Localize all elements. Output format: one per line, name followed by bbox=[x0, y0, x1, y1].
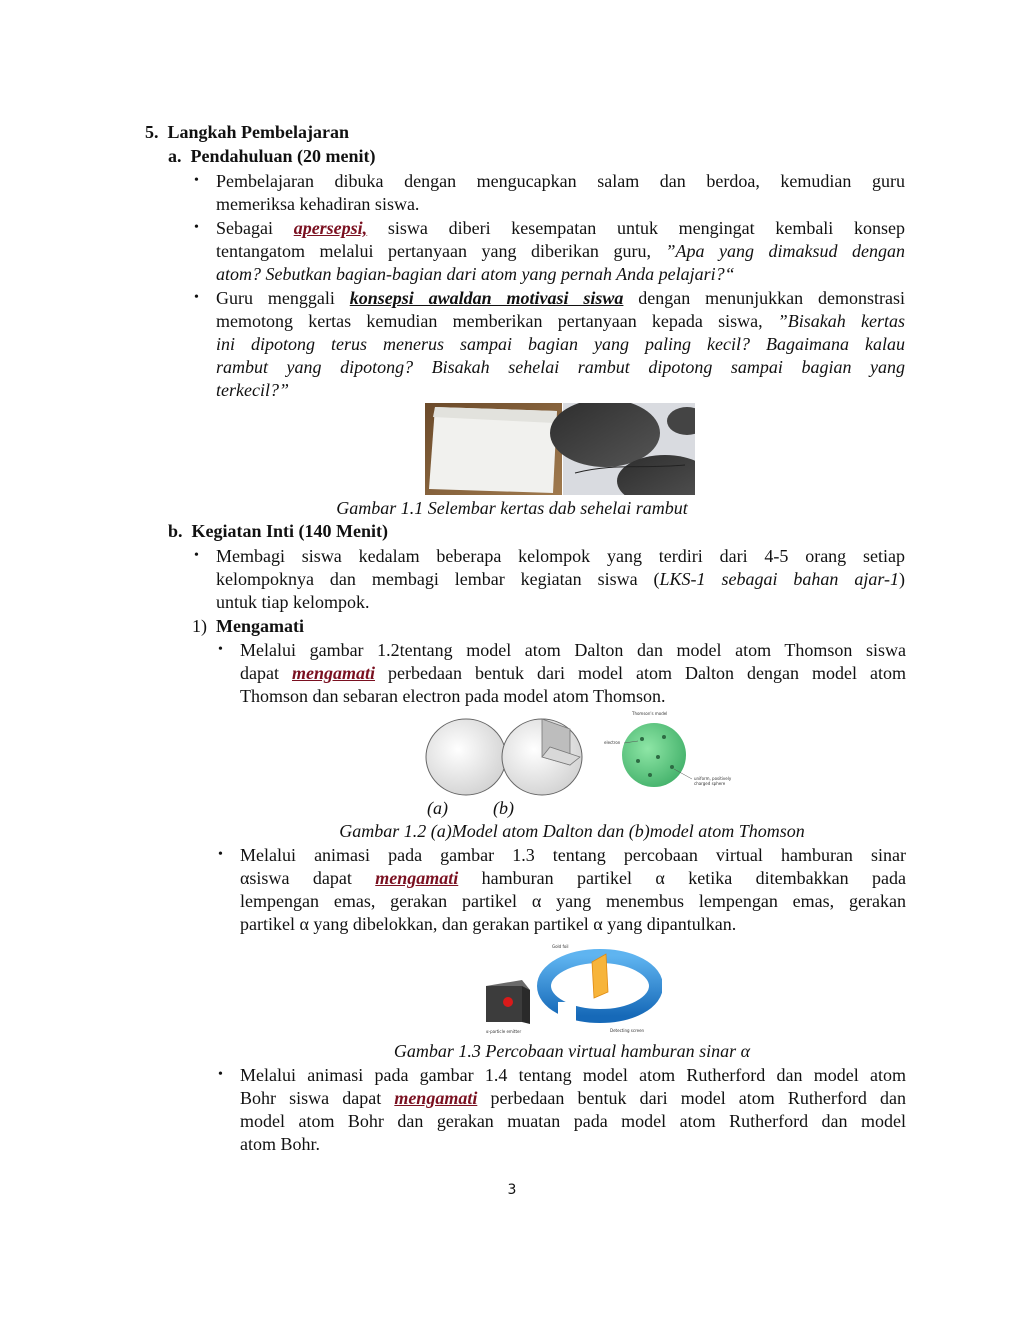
text-line bbox=[216, 310, 905, 332]
part-b-label: b. bbox=[168, 521, 183, 541]
text-line: atom Bohr. bbox=[240, 1134, 320, 1154]
text-line: Pembelajaran dibuka dengan mengucapkan salam dan berdoa, kemudian guru bbox=[216, 171, 905, 191]
text-line bbox=[216, 568, 905, 590]
text-line: rambut yang dipotong? Bisakah sehelai rambut dipotong sampai bagian yang bbox=[216, 357, 905, 377]
svg-text:charged sphere: charged sphere bbox=[694, 781, 726, 786]
text-span: Sebagai bbox=[216, 218, 294, 238]
text-line bbox=[216, 240, 905, 262]
page-number: 3 bbox=[507, 1182, 517, 1198]
key-term: konsepsi awaldan motivasi siswa bbox=[349, 288, 624, 308]
question-span: ”Apa yang dimaksud dengan bbox=[665, 241, 905, 261]
text-line bbox=[216, 287, 905, 309]
bullet-icon: • bbox=[194, 173, 199, 188]
key-term: apersepsi, bbox=[293, 218, 368, 238]
part-a-label: a. bbox=[168, 146, 182, 166]
part-a-title: Pendahuluan (20 menit) bbox=[190, 146, 376, 166]
text-line: memeriksa kehadiran siswa. bbox=[216, 194, 420, 214]
bullet-icon: • bbox=[194, 290, 199, 305]
section-heading bbox=[145, 121, 349, 143]
text-line: Melalui gambar 1.2tentang model atom Dalton dan model atom Thomson siswa bbox=[240, 640, 906, 660]
text-line bbox=[240, 662, 906, 684]
text-line: partikel α yang dibelokkan, dan gerakan partikel α yang dipantulkan. bbox=[240, 914, 737, 934]
text-line: model atom Bohr dan gerakan muatan pada model atom Rutherford dan model bbox=[240, 1111, 906, 1131]
key-term: mengamati bbox=[394, 1088, 478, 1108]
text-span: perbedaan bentuk dari model atom Rutherford dan bbox=[477, 1088, 906, 1108]
bullet-icon: • bbox=[218, 642, 223, 657]
svg-text:Detecting screen: Detecting screen bbox=[610, 1028, 645, 1033]
text-line bbox=[240, 867, 906, 889]
key-term: mengamati bbox=[292, 663, 376, 683]
svg-text:electron: electron bbox=[604, 740, 621, 745]
svg-text:Gold foil: Gold foil bbox=[552, 944, 569, 949]
text-line: Thomson dan sebaran electron pada model atom Thomson. bbox=[240, 686, 666, 706]
figure-1-caption: Gambar 1.1 Selembar kertas dab sehelai rambut bbox=[336, 498, 688, 518]
text-line: Melalui animasi pada gambar 1.3 tentang percobaan virtual hamburan sinar bbox=[240, 845, 906, 865]
text-line: Membagi siswa kedalam beberapa kelompok yang terdiri dari 4-5 orang setiap bbox=[216, 546, 905, 566]
svg-text:α-particle emitter: α-particle emitter bbox=[486, 1029, 522, 1034]
figure-atom-models bbox=[420, 707, 735, 797]
svg-text:Thomson's model: Thomson's model bbox=[632, 711, 668, 716]
figure-2-caption: Gambar 1.2 (a)Model atom Dalton dan (b)model atom Thomson bbox=[339, 821, 805, 841]
text-span: ) bbox=[899, 569, 905, 589]
bullet-icon: • bbox=[194, 220, 199, 235]
text-span: dapat bbox=[240, 663, 292, 683]
text-span: Bohr siswa dapat bbox=[240, 1088, 395, 1108]
bullet-icon: • bbox=[218, 847, 223, 862]
figure-3-caption: Gambar 1.3 Percobaan virtual hamburan sinar α bbox=[393, 1041, 751, 1061]
part-b-heading bbox=[168, 520, 388, 542]
text-span: αsiswa dapat bbox=[240, 868, 376, 888]
text-line: lempengan emas, gerakan partikel α yang menembus lempengan emas, gerakan bbox=[240, 891, 906, 911]
figure-paper-and-hair bbox=[425, 403, 695, 495]
text-line: Melalui animasi pada gambar 1.4 tentang model atom Rutherford dan model atom bbox=[240, 1065, 906, 1085]
text-span: kelompoknya dan membagi lembar kegiatan siswa ( bbox=[216, 569, 660, 589]
step-number: 1) bbox=[192, 616, 207, 636]
section-title: Langkah Pembelajaran bbox=[167, 122, 350, 142]
figure-2-sublabel-a: (a) bbox=[427, 798, 448, 818]
text-span: perbedaan bentuk dari model atom Dalton dengan model atom bbox=[375, 663, 907, 683]
bullet-icon: • bbox=[218, 1067, 223, 1082]
text-line: atom? Sebutkan bagian-bagian dari atom yang pernah Anda pelajari?“ bbox=[216, 264, 735, 284]
text-line: ini dipotong terus menerus sampai bagian yang paling kecil? Bagaimana kalau bbox=[216, 334, 905, 354]
question-span: ”Bisakah kertas bbox=[777, 311, 905, 331]
text-span: dengan menunjukkan demonstrasi bbox=[623, 288, 905, 308]
text-span: siswa diberi kesempatan untuk mengingat kembali konsep bbox=[367, 218, 906, 238]
svg-text:uniform, positively: uniform, positively bbox=[694, 776, 732, 781]
text-line bbox=[216, 217, 905, 239]
text-line: terkecil?” bbox=[216, 380, 289, 400]
text-span: Guru menggali bbox=[216, 288, 350, 308]
text-line: untuk tiap kelompok. bbox=[216, 592, 370, 612]
key-term: mengamati bbox=[375, 868, 459, 888]
figure-2-sublabel-b: (b) bbox=[493, 798, 514, 818]
bullet-icon: • bbox=[194, 548, 199, 563]
step-title: Mengamati bbox=[216, 616, 304, 636]
text-span: tentangatom melalui pertanyaan yang diberikan guru, bbox=[216, 241, 666, 261]
figure-alpha-scattering bbox=[480, 940, 662, 1036]
text-span: hamburan partikel α ketika ditembakkan pada bbox=[458, 868, 906, 888]
text-span: LKS-1 sebagai bahan ajar-1 bbox=[659, 569, 899, 589]
part-b-title: Kegiatan Inti (140 Menit) bbox=[191, 521, 388, 541]
part-a-heading bbox=[168, 145, 376, 167]
text-line bbox=[240, 1087, 906, 1109]
text-span: memotong kertas kemudian memberikan pertanyaan kepada siswa, bbox=[216, 311, 778, 331]
section-number: 5. bbox=[145, 122, 159, 142]
step-1-heading bbox=[192, 615, 304, 637]
